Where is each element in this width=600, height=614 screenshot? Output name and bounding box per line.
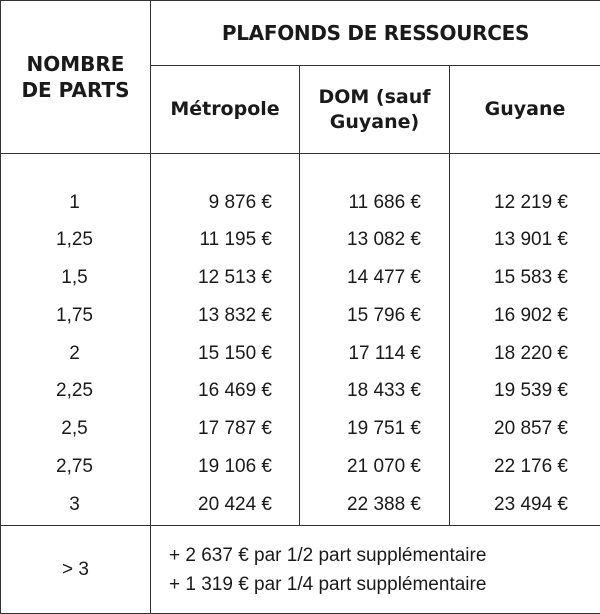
cell-guyane: 18 220 € [450,335,600,373]
header-dom-line2: Guyane) [300,110,449,135]
footer-parts: > 3 [1,526,151,614]
cell-parts: 2,75 [1,448,150,486]
cell-dom: 19 751 € [300,410,449,448]
header-nombre-de-parts [1,1,151,154]
cell-dom: 11 686 € [300,184,449,222]
header-nombre-line2: DE PARTS [1,77,150,103]
cell-guyane: 20 857 € [450,410,600,448]
cell-parts: 2,5 [1,410,150,448]
column-dom [300,154,450,526]
header-guyane: Guyane [450,66,600,154]
cell-dom: 13 082 € [300,221,449,259]
cell-metropole: 9 876 € [151,184,299,222]
cell-dom: 18 433 € [300,372,449,410]
cell-guyane: 23 494 € [450,486,600,524]
cell-dom: 22 388 € [300,486,449,524]
cell-metropole: 16 469 € [151,372,299,410]
cell-dom: 17 114 € [300,335,449,373]
cell-metropole: 20 424 € [151,486,299,524]
cell-parts: 2 [1,335,150,373]
cell-parts: 2,25 [1,372,150,410]
cell-guyane: 22 176 € [450,448,600,486]
column-guyane [450,154,600,526]
cell-dom: 15 796 € [300,297,449,335]
cell-parts: 1,75 [1,297,150,335]
cell-dom: 14 477 € [300,259,449,297]
cell-guyane: 16 902 € [450,297,600,335]
header-nombre-line1: NOMBRE [1,51,150,77]
column-parts [1,154,151,526]
cell-metropole: 15 150 € [151,335,299,373]
cell-metropole: 19 106 € [151,448,299,486]
cell-metropole: 12 513 € [151,259,299,297]
cell-metropole: 11 195 € [151,221,299,259]
header-plafonds-de-ressources: PLAFONDS DE RESSOURCES [151,1,600,66]
cell-parts: 1,5 [1,259,150,297]
cell-metropole: 13 832 € [151,297,299,335]
header-dom-line1: DOM (sauf [300,85,449,110]
footer-supplement [151,526,600,614]
column-metropole [151,154,300,526]
header-metropole: Métropole [151,66,300,154]
footer-line1: + 2 637 € par 1/2 part supplémentaire [151,541,600,570]
cell-guyane: 19 539 € [450,372,600,410]
cell-metropole: 17 787 € [151,410,299,448]
cell-guyane: 15 583 € [450,259,600,297]
footer-line2: + 1 319 € par 1/4 part supplémentaire [151,570,600,599]
cell-dom: 21 070 € [300,448,449,486]
cell-guyane: 12 219 € [450,184,600,222]
cell-parts: 1,25 [1,221,150,259]
cell-guyane: 13 901 € [450,221,600,259]
header-dom [300,66,450,154]
cell-parts: 3 [1,486,150,524]
cell-parts: 1 [1,184,150,222]
